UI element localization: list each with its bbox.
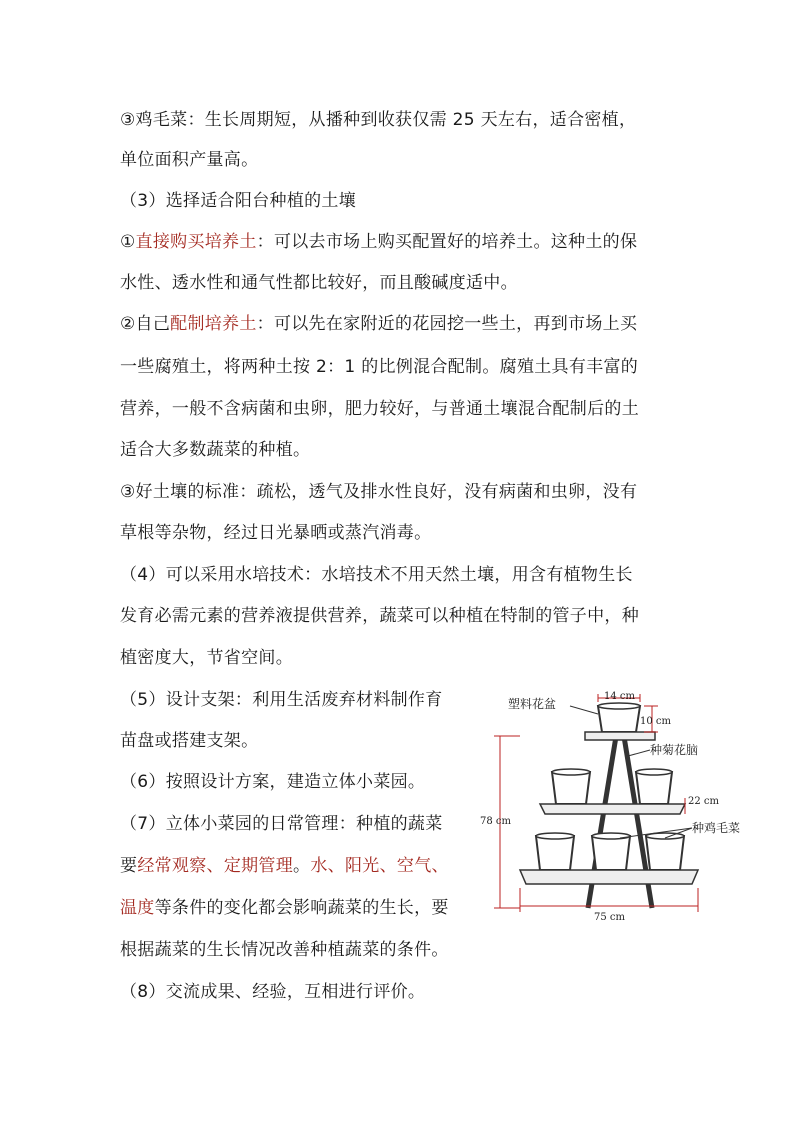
highlight-term: 直接购买培养土	[135, 232, 257, 252]
label-depth: 22 cm	[688, 796, 719, 807]
middle-pot-right	[636, 772, 672, 804]
text-span: （3）选择适合阳台种植的土壤	[120, 191, 357, 211]
text-span: 营养，一般不含病菌和虫卵，肥力较好，与普通土壤混合配制后的土	[120, 399, 639, 419]
text-span: （5）设计支架：利用生活废弃材料制作育	[120, 690, 443, 710]
label-choy: 种鸡毛菜	[692, 821, 741, 835]
text-line	[120, 399, 639, 419]
text-line	[120, 898, 449, 918]
highlight-term: 、	[431, 856, 449, 876]
section-heading-8	[120, 982, 425, 1002]
section-heading-5	[120, 690, 443, 710]
section-heading-6	[120, 772, 425, 792]
bottom-pot-middle	[592, 836, 630, 870]
text-span: 根据蔬菜的生长情况改善种植蔬菜的条件。	[120, 940, 449, 960]
text-span: ：可以去市场上购买配置好的培养土。这种土的保	[256, 232, 638, 252]
text-span: ③鸡毛菜：生长周期短，从播种到收获仅需 25 天左右，适合密植，	[120, 110, 637, 130]
text-span: （4）可以采用水培技术：水培技术不用天然土壤，用含有植物生长	[120, 565, 633, 585]
text-line	[120, 232, 637, 252]
text-line	[120, 482, 637, 502]
highlight-term: 阳光	[344, 856, 380, 876]
middle-pot-left	[552, 772, 590, 804]
text-span: ：可以先在家附近的花园挖一些土，再到市场上买	[256, 314, 638, 334]
top-pot	[598, 706, 640, 732]
text-line	[120, 110, 636, 130]
text-span: 水性、透水性和通气性都比较好，而且酸碱度适中。	[120, 273, 518, 293]
bottom-pot-right	[646, 836, 684, 870]
section-heading-4	[120, 565, 633, 585]
text-span: （7）立体小菜园的日常管理：种植的蔬菜	[120, 814, 443, 834]
label-chrysanthemum: 种菊花脑	[650, 743, 699, 757]
text-span: 等条件的变化都会影响蔬菜的生长，要	[154, 898, 449, 918]
text-span: 发育必需元素的营养液提供营养，蔬菜可以种植在特制的管子中，种	[120, 606, 639, 626]
text-span: 适合大多数蔬菜的种植。	[120, 440, 311, 460]
text-line	[120, 150, 258, 170]
text-span: （8）交流成果、经验，互相进行评价。	[120, 982, 426, 1002]
text-span: 苗盘或搭建支架。	[120, 731, 259, 751]
label-height: 78 cm	[480, 816, 511, 827]
text-span: ①	[120, 232, 136, 252]
middle-tray	[540, 804, 685, 814]
text-span: 草根等杂物，经过日光暴晒或蒸汽消毒。	[120, 523, 432, 543]
text-span: （6）按照设计方案，建造立体小菜园。	[120, 772, 426, 792]
highlight-term: 温度	[120, 898, 155, 918]
label-pot: 塑料花盆	[508, 697, 557, 711]
bottom-tray	[520, 870, 698, 884]
text-line	[120, 314, 637, 334]
text-span: 要	[120, 856, 138, 876]
highlight-term: 、	[206, 856, 224, 876]
section-heading-7	[120, 814, 443, 834]
highlight-term: 经常观察	[137, 856, 207, 876]
highlight-term: 空气	[396, 856, 432, 876]
text-line	[120, 648, 293, 668]
text-line	[120, 731, 258, 751]
text-line	[120, 606, 639, 626]
text-line	[120, 856, 449, 876]
text-line	[120, 273, 518, 293]
text-line	[120, 940, 449, 960]
text-line	[120, 523, 431, 543]
text-span: 单位面积产量高。	[120, 150, 259, 170]
text-line	[120, 440, 310, 460]
text-line	[120, 357, 638, 377]
label-height-pot: 10 cm	[640, 716, 671, 727]
highlight-term: 配制培养土	[170, 314, 257, 334]
label-width-bottom: 75 cm	[594, 912, 625, 923]
highlight-term: 水	[310, 856, 328, 876]
highlight-term: 定期管理	[223, 856, 294, 876]
text-span: ③好土壤的标准：疏松，透气及排水性良好，没有病菌和虫卵，没有	[120, 482, 638, 502]
text-span: ②自己	[120, 314, 171, 334]
text-span: 一些腐殖土，将两种土按 2：1 的比例混合配制。腐殖土具有丰富的	[120, 357, 639, 377]
shelf-diagram	[480, 688, 780, 928]
highlight-term: 、	[327, 856, 345, 876]
text-span: 植密度大，节省空间。	[120, 648, 293, 668]
highlight-term: 、	[379, 856, 397, 876]
bottom-pot-left	[536, 836, 574, 870]
label-width-top: 14 cm	[604, 691, 635, 702]
top-tray	[585, 732, 655, 740]
text-span: 。	[293, 856, 311, 876]
section-heading-3	[120, 191, 356, 211]
